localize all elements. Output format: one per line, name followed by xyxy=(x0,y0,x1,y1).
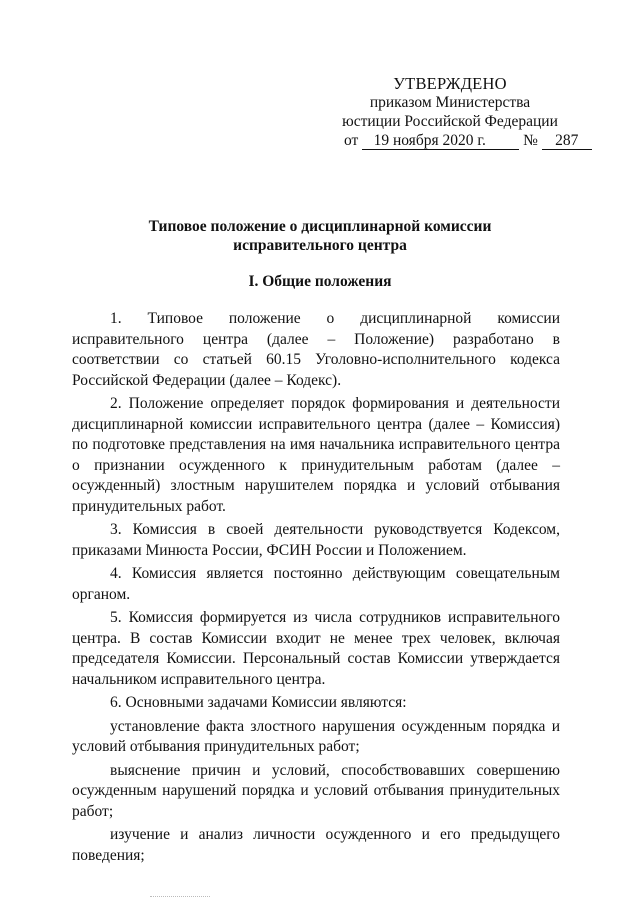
approval-dateline xyxy=(330,131,579,150)
paragraph: 5. Комиссия формируется из числа сотрудников исправительного центра. В состав Комиссии входит не менее трех человек, включая председателя Комиссии. Персональный состав Комиссии утверждается начальником исправительного центра. xyxy=(72,609,560,688)
paragraph: изучение и анализ личности осужденного и его предыдущего поведения; xyxy=(72,826,560,864)
title-line-2: исправительного центра xyxy=(233,237,407,254)
section-heading: I. Общие положения xyxy=(248,273,392,290)
approval-date: 19 ноября 2020 г. xyxy=(362,133,497,150)
document-body xyxy=(72,309,560,869)
paragraph: 3. Комиссия в своей деятельности руководствуется Кодексом, приказами Минюста России, ФСИН России и Положением. xyxy=(72,521,560,559)
approval-stamp xyxy=(330,74,579,150)
title-line-1: Типовое положение о дисциплинарной комиссии xyxy=(148,218,492,235)
paragraph: 2. Положение определяет порядок формирования и деятельности дисциплинарной комиссии исправительного центра (далее – Комиссия) по подготовке представления на имя начальника исправительного центра о признании осужденного к принудительным работам (далее – осужденный) злостным нарушителем порядка и условий отбывания принудительных работ. xyxy=(72,395,560,515)
paragraph: 1. Типовое положение о дисциплинарной комиссии исправительного центра (далее – Положение) разработано в соответствии со статьей 60.15 Уголовно-исполнительного кодекса Российской Федерации (далее – Кодекс). xyxy=(72,310,560,389)
approval-line-2: юстиции Российской Федерации xyxy=(342,113,558,130)
from-label: от xyxy=(344,132,359,149)
document-title xyxy=(70,217,570,255)
paragraph: 4. Комиссия является постоянно действующим совещательным органом. xyxy=(72,565,560,603)
approval-title: УТВЕРЖДЕНО xyxy=(393,74,507,93)
paragraph: установление факта злостного нарушения осужденным порядка и условий отбывания принудительных работ; xyxy=(72,717,560,755)
scan-artifact xyxy=(150,896,210,900)
paragraph: выяснение причин и условий, способствовавших совершению осужденным нарушений порядка и условий отбывания принудительных работ; xyxy=(72,761,560,820)
date-underline-gap xyxy=(497,133,519,150)
paragraph: 6. Основными задачами Комиссии являются: xyxy=(110,694,407,711)
number-label: № xyxy=(523,132,538,149)
approval-number: 287 xyxy=(542,133,592,150)
approval-line-1: приказом Министерства xyxy=(369,94,531,111)
